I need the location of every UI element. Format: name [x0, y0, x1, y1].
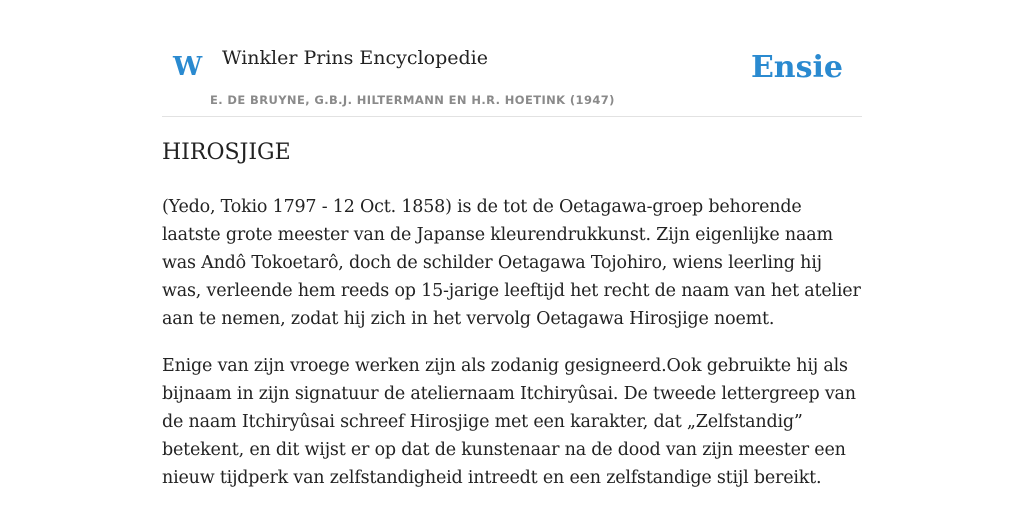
entry-content — [162, 140, 862, 511]
site-title[interactable]: Winkler Prins Encyclopedie — [222, 47, 488, 69]
entry-paragraph-1: (Yedo, Tokio 1797 - 12 Oct. 1858) is de tot de Oetagawa-groep behorende laatste grote meester van de Japanse kleurendrukkunst. Zijn eigenlijke naam was Andô Tokoetarô, doch de schilder Oetagawa Tojohiro, wiens leerling hij was, verleende hem reeds op 15-jarige leeftijd het recht de naam van het atelier aan te nemen, zodat hij zich in het vervolg Oetagawa Hirosjige noemt. — [162, 197, 861, 330]
brand-logo[interactable]: Ensie — [750, 50, 843, 85]
entry-title: HIROSJIGE — [162, 140, 291, 165]
header — [162, 40, 862, 117]
authors-line: E. DE BRUYNE, G.B.J. HILTERMANN EN H.R. HOETINK (1947) — [210, 93, 615, 107]
entry-paragraph-2: Enige van zijn vroege werken zijn als zodanig gesigneerd.Ook gebruikte hij als bijnaam in zijn signatuur de ateliernaam Itchiryûsai. De tweede lettergreep van de naam Itchiryûsai schreef Hirosjige met een karakter, dat „Zelfstandig” betekent, en dit wijst er op dat de kunstenaar na de dood van zijn meester een nieuw tijdperk van zelfstandigheid intreedt en een zelfstandige stijl bereikt. — [162, 356, 856, 489]
logo-icon[interactable]: W — [173, 52, 203, 82]
